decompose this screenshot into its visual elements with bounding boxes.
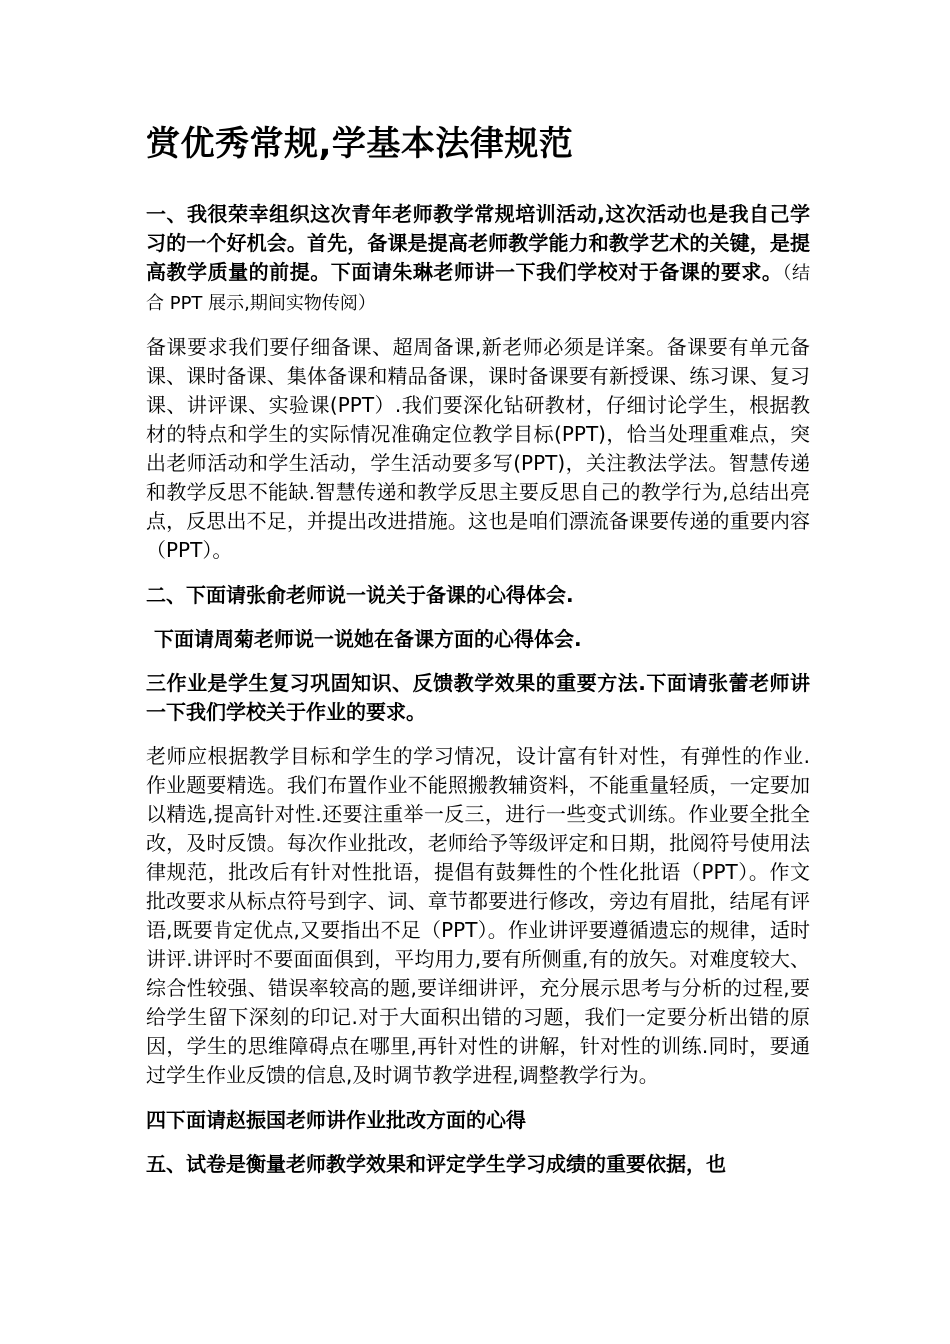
- section-2-subheading: 下面请周菊老师说一说她在备课方面的心得体会.: [154, 627, 582, 651]
- section-1-body: 备课要求我们要仔细备课、超周备课,新老师必须是详案。备课要有单元备课、课时备课、集体备课和精品备课，课时备课要有新授课、练习课、复习课、讲评课、实验课(PPT）.我们要深化钻研教材，仔细讨论学生，根据教材的特点和学生的实际情况准确定位教学目标(PPT)，恰当处理重难点，突出老师活动和学生活动，学生活动要多写(PPT)，关注教法学法。智慧传递和教学反思不能缺.智慧传递和教学反思主要反思自己的教学行为,总结出亮点，反思出不足，并提出改进措施。这也是咱们漂流备课要传递的重要内容（PPT）。: [146, 335, 810, 562]
- section-2-heading: 二、下面请张俞老师说一说关于备课的心得体会.: [146, 583, 574, 607]
- section-3-body: 老师应根据教学目标和学生的学习情况，设计富有针对性，有弹性的作业.作业题要精选。我们布置作业不能照搬教辅资料，不能重量轻质，一定要加以精选,提高针对性.还要注重举一反三，进行一些变式训练。作业要全批全改，及时反馈。每次作业批改，老师给予等级评定和日期，批阅符号使用法律规范，批改后有针对性批语，提倡有鼓舞性的个性化批语（PPT）。作文批改要求从标点符号到字、词、章节都要进行修改，旁边有眉批，结尾有评语,既要肯定优点,又要指出不足（PPT）。作业讲评要遵循遗忘的规律，适时讲评.讲评时不要面面俱到，平均用力,要有所侧重,有的放矢。对难度较大、综合性较强、错误率较高的题,要详细讲评，充分展示思考与分析的过程,要给学生留下深刻的印记.对于大面积出错的习题，我们一定要分析出错的原因，学生的思维障碍点在哪里,再针对性的讲解，针对性的训练.同时，要通过学生作业反馈的信息,及时调节教学进程,调整教学行为。: [146, 744, 810, 1087]
- section-4-heading: 四下面请赵振国老师讲作业批改方面的心得: [146, 1108, 526, 1132]
- section-1-heading: [146, 200, 810, 318]
- section-1-heading-text: 一、我很荣幸组织这次青年老师教学常规培训活动,这次活动也是我自己学习的一个好机会。首先，备课是提高老师教学能力和教学艺术的关键，是提高教学质量的前提。下面请朱琳老师讲一下我们学校对于备课的要求。: [146, 202, 810, 284]
- section-1-note: （结合 PPT 展示,期间实物传阅）: [146, 263, 810, 314]
- document-page: [146, 120, 810, 1194]
- section-5-heading: 五、试卷是衡量老师教学效果和评定学生学习成绩的重要依据，也: [146, 1152, 726, 1176]
- section-3-heading: 三作业是学生复习巩固知识、反馈教学效果的重要方法.下面请张蕾老师讲一下我们学校关于作业的要求。: [146, 671, 810, 724]
- document-title: 赏优秀常规,学基本法律规范: [146, 124, 574, 164]
